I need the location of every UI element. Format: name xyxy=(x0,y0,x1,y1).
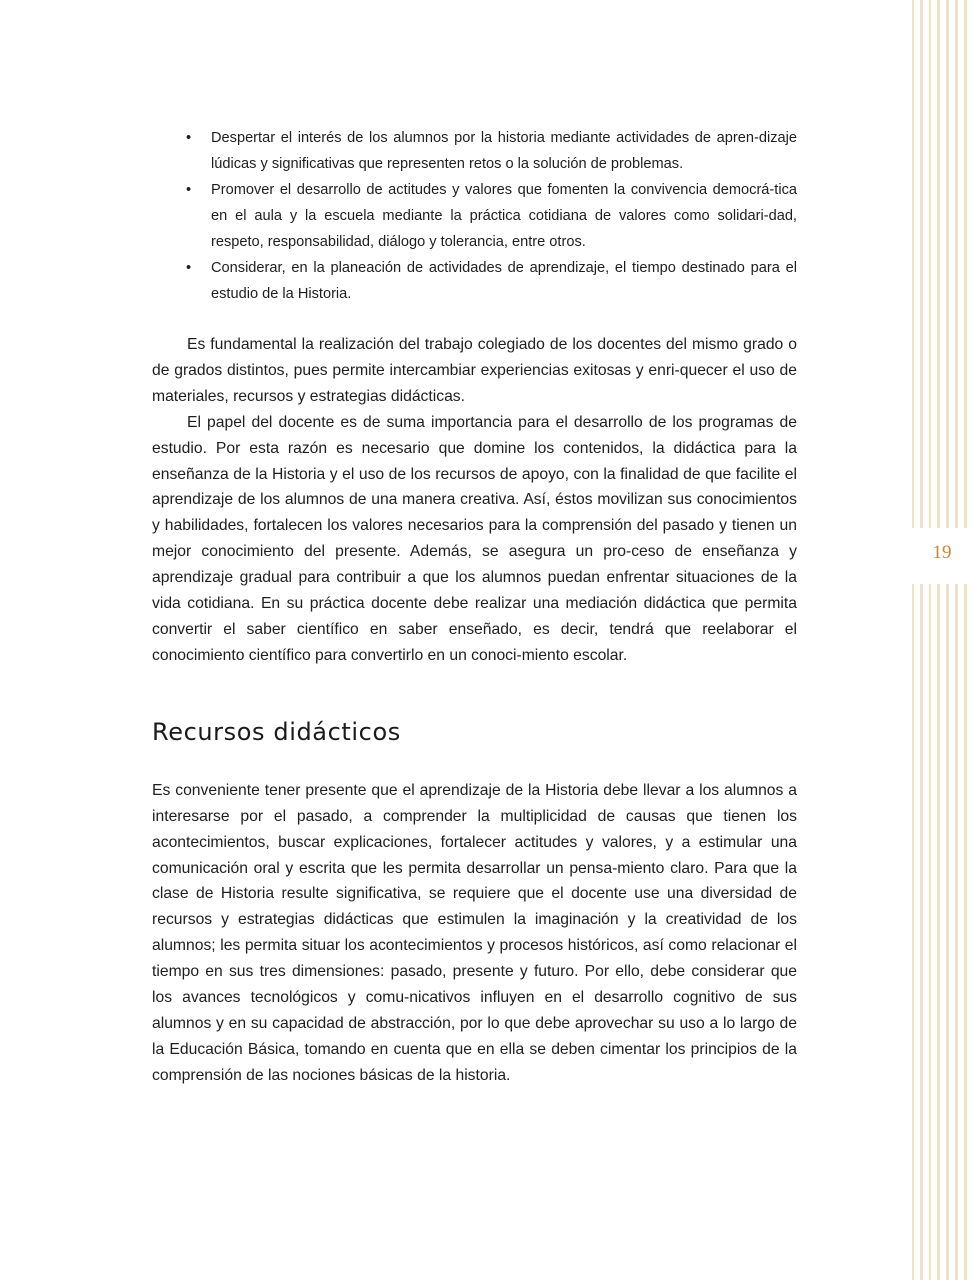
page-number: 19 xyxy=(932,542,952,563)
list-item xyxy=(186,255,797,307)
paragraph: El papel del docente es de suma importancia para el desarrollo de los programas de estudio. Por esta razón es necesario que domine los contenidos, la didáctica para la enseñanza de la Historia y el uso de los recursos de apoyo, con la finalidad de que facilite el aprendizaje de los alumnos de una manera creativa. Así, éstos movilizan sus conocimientos y habilidades, fortalecen los valores necesarios para la comprensión del pasado y tienen un mejor conocimiento del presente. Además, se asegura un pro-ceso de enseñanza y aprendizaje gradual para contribuir a que los alumnos puedan enfrentar situaciones de la vida cotidiana. En su práctica docente debe realizar una mediación didáctica que permita convertir el saber científico en saber enseñado, es decir, tendrá que reelaborar el conocimiento científico para convertirlo en un conoci-miento escolar. xyxy=(152,413,797,664)
bullet-icon: • xyxy=(186,260,192,276)
list-item xyxy=(186,177,797,255)
list-item xyxy=(186,125,797,177)
bullet-icon: • xyxy=(186,130,192,146)
section-paragraph: Es conveniente tener presente que el aprendizaje de la Historia debe llevar a los alumnos a interesarse por el pasado, a comprender la multiplicidad de causas que tienen los acontecimientos, buscar explicaciones, fortalecer actitudes y valores, y a estimular una comunicación oral y escrita que les permita desarrollar un pensa-miento claro. Para que la clase de Historia resulte significativa, se requiere que el docente use una diversidad de recursos y estrategias didácticas que estimulen la imaginación y la creatividad de los alumnos; les permita situar los acontecimientos y procesos históricos, así como relacionar el tiempo en sus tres dimensiones: pasado, presente y futuro. Por ello, debe considerar que los avances tecnológicos y comu-nicativos influyen en el desarrollo cognitivo de sus alumnos y en su capacidad de abstracción, por lo que debe aprovechar su uso a lo largo de la Educación Básica, tomando en cuenta que en ella se deben cimentar los principios de la comprensión de las nociones básicas de la historia. xyxy=(152,781,797,1084)
page-content xyxy=(152,125,797,1089)
paragraph: Es fundamental la realización del trabajo colegiado de los docentes del mismo grado o de grados distintos, pues permite intercambiar experiencias exitosas y enri-quecer el uso de materiales, recursos y estrategias didácticas. xyxy=(152,336,797,405)
bullet-list xyxy=(186,125,797,307)
margin-stripes-decoration xyxy=(912,0,972,1280)
list-item-text: Considerar, en la planeación de actividades de aprendizaje, el tiempo destinado para el estudio de la Historia. xyxy=(211,260,797,302)
section-heading: Recursos didácticos xyxy=(152,717,401,746)
bullet-icon: • xyxy=(186,182,192,198)
list-item-text: Promover el desarrollo de actitudes y valores que fomenten la convivencia democrá-tica en el aula y la escuela mediante la práctica cotidiana de valores como solidari-dad, respeto, responsabilidad, diálogo y tolerancia, entre otros. xyxy=(211,182,797,250)
list-item-text: Despertar el interés de los alumnos por la historia mediante actividades de apren-dizaje lúdicas y significativas que representen retos o la solución de problemas. xyxy=(211,130,797,172)
